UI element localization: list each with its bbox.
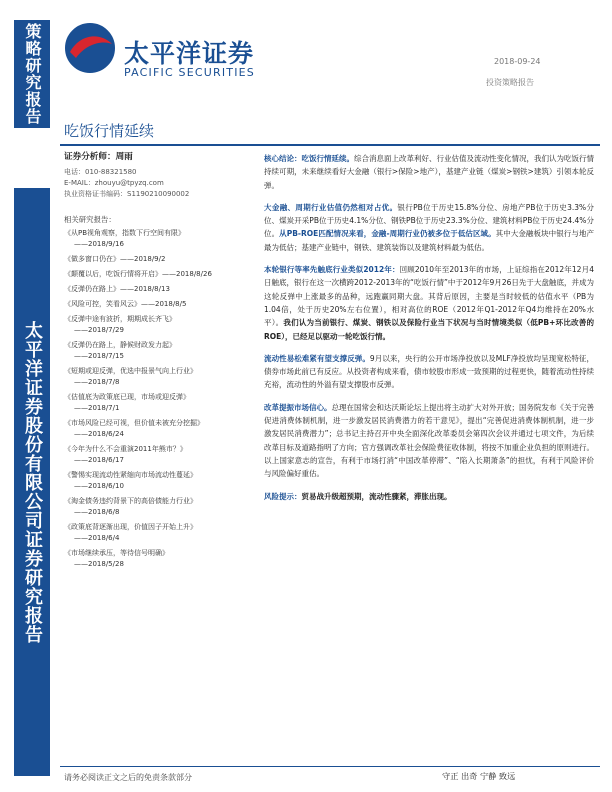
left-column bbox=[64, 152, 258, 574]
paragraph-liquidity: 流动性易松难紧有望支撑反弹。9月以来，央行的公开市场净投放以及MLF净投放均呈现宽松特征，债券市场此前已有反应。从投资者构成来看，债市较股市形成一致预期的过程更快，随着流动性持续充裕，流动性的外溢有望支撑股市反弹。 bbox=[264, 353, 594, 390]
analyst-license: 执业资格证书编码：S1190210090002 bbox=[64, 189, 190, 198]
related-report-item[interactable]: 《反弹仍在路上，静候财政发力起》 ——2018/7/15 bbox=[64, 341, 176, 361]
analyst-name: 证券分析师：周雨 bbox=[64, 152, 133, 162]
sidebar-report-category bbox=[14, 20, 50, 128]
related-report-item[interactable]: 《政策底背逐渐出现，价值因子开始上升》 ——2018/6/4 bbox=[64, 523, 197, 543]
paragraph-core-conclusion: 核心结论：吃饭行情延续。综合消息面上改革利好、行业估值及流动性变化情况，我们认为吃饭行情持续可期，未来继续看好大金融（银行>保险>地产），基建产业链（煤炭>钢铁>建筑）引领本轮反弹。 bbox=[264, 154, 594, 190]
logo-english-name: PACIFIC SECURITIES bbox=[124, 66, 255, 79]
report-type: 投资策略报告 bbox=[486, 78, 534, 87]
sidebar-company-label: 太平洋证券股份有限公司证券研究报告 bbox=[22, 320, 43, 644]
related-report-item[interactable]: 《淘金债务违约背景下的高倍债能力行业》 ——2018/6/8 bbox=[64, 497, 197, 517]
paragraph-2012-analogy: 本轮银行等率先触底行业类似2012年：回顾2010年至2013年的市场，上证综指在2012年12月4日触底，银行在这一次横跨2012-2013年的“吃饭行情”中于2012年9月26日先于大盘触底，并成为这轮反弹中上涨最多的品种，远跑赢同期大盘。其背后原因，主要是当时较低的估值水平（PB为1.04倍，处于历史20%左右位置），相对高位的ROE（2012年Q1-2012年Q4均维持在20%水平）。我们认为当前银行、煤炭、钢铁以及保险行业当下状况与当时情境类似（低PB+环比改善的ROE），已经足以驱动一轮吃饭行情。 bbox=[264, 265, 595, 341]
related-reports-list bbox=[64, 228, 258, 570]
related-report-item[interactable]: 《今年为什么不会重演2011年熊市？》 ——2018/6/17 bbox=[64, 445, 187, 465]
footer-divider bbox=[60, 766, 600, 767]
main-body bbox=[264, 152, 594, 512]
related-report-item[interactable]: 《市场继续承压，等待信号明确》 ——2018/5/28 bbox=[64, 549, 169, 569]
related-report-item[interactable]: 《颠覆以后，吃饭行情将开启》——2018/8/26 bbox=[64, 270, 212, 279]
paragraph-risk: 风险提示：贸易战升级超预期，流动性骤紧，滞胀出现。 bbox=[264, 491, 452, 501]
title-divider bbox=[60, 144, 600, 146]
report-date: 2018-09-24 bbox=[494, 57, 541, 66]
related-report-item[interactable]: 《风险可控，笑看风云》——2018/8/5 bbox=[64, 300, 187, 309]
related-report-item[interactable]: 《短期或迎反弹，优选中报景气向上行业》 ——2018/7/8 bbox=[64, 367, 197, 387]
related-report-item[interactable]: 《做多窗口仍在》——2018/9/2 bbox=[64, 255, 166, 264]
paragraph-valuation: 大金融、周期行业估值仍然相对占优。银行PB位于历史15.8%分位、房地产PB位于历史3.3%分位、煤炭开采PB位于历史4.1%分位、钢铁PB位于历史23.3%分位、建筑材料PB位于历史24.4%分位。从PB-ROE匹配情况来看，金融-周期行业仍被多位于低估区域。其中大金融板块中银行与地产最为低估；基建产业链中，钢铁、建筑装饰以及建筑材料最为低估。 bbox=[264, 202, 595, 252]
sidebar-company bbox=[14, 188, 50, 776]
company-logo-icon bbox=[64, 22, 116, 74]
related-reports-title: 相关研究报告： bbox=[64, 214, 116, 224]
paragraph-reform: 改革提振市场信心。总理在国常会和达沃斯论坛上提出将主动扩大对外开放；国务院发布《关于完善促进消费体制机制，进一步激发居民消费潜力的若干意见》，提出“完善促进消费体制机制，进一步激发居民消费潜力”；总书记主持召开中央全面深化改革委员会第四次会议并通过七项文件，为后续改革目标及道路指明了方向；官方强调改革社会保险费征收体制，将按不加重企业负担的原则进行。以上国家意志的宣告，有利于市场打消“中国改革停滞”、“陷入长期萧条”的担忧，有利于风险评价与风险偏好重估。 bbox=[264, 402, 594, 479]
analyst-phone: 电话：010-88321580 bbox=[64, 167, 137, 176]
sidebar-category-label: 策略研究报告 bbox=[23, 23, 42, 125]
related-report-item[interactable]: 《反弹中途有波折，期期成长齐飞》 ——2018/7/29 bbox=[64, 315, 176, 335]
related-report-item[interactable]: 《从PB视角观察，指数下行空间有限》 ——2018/9/16 bbox=[64, 229, 186, 249]
analyst-email: E-MAIL：zhouyu@tpyzq.com bbox=[64, 178, 164, 187]
related-report-item[interactable]: 《反弹仍在路上》——2018/8/13 bbox=[64, 285, 170, 294]
related-report-item[interactable]: 《市场风险已经可视，但价值未被充分挖掘》 ——2018/6/24 bbox=[64, 419, 204, 439]
footer-disclaimer: 请务必阅读正文之后的免责条款部分 bbox=[64, 773, 192, 782]
page-title: 吃饭行情延续 bbox=[64, 122, 155, 140]
footer-motto: 守正 出奇 宁静 致远 bbox=[442, 771, 516, 781]
related-report-item[interactable]: 《警惕实现流动性紧缩向市场流动性蔓延》 ——2018/6/10 bbox=[64, 471, 197, 491]
related-report-item[interactable]: 《估值底为政策底已现，市场或迎反弹》 ——2018/7/1 bbox=[64, 393, 190, 413]
logo-chinese-name: 太平洋证券 bbox=[124, 39, 255, 68]
